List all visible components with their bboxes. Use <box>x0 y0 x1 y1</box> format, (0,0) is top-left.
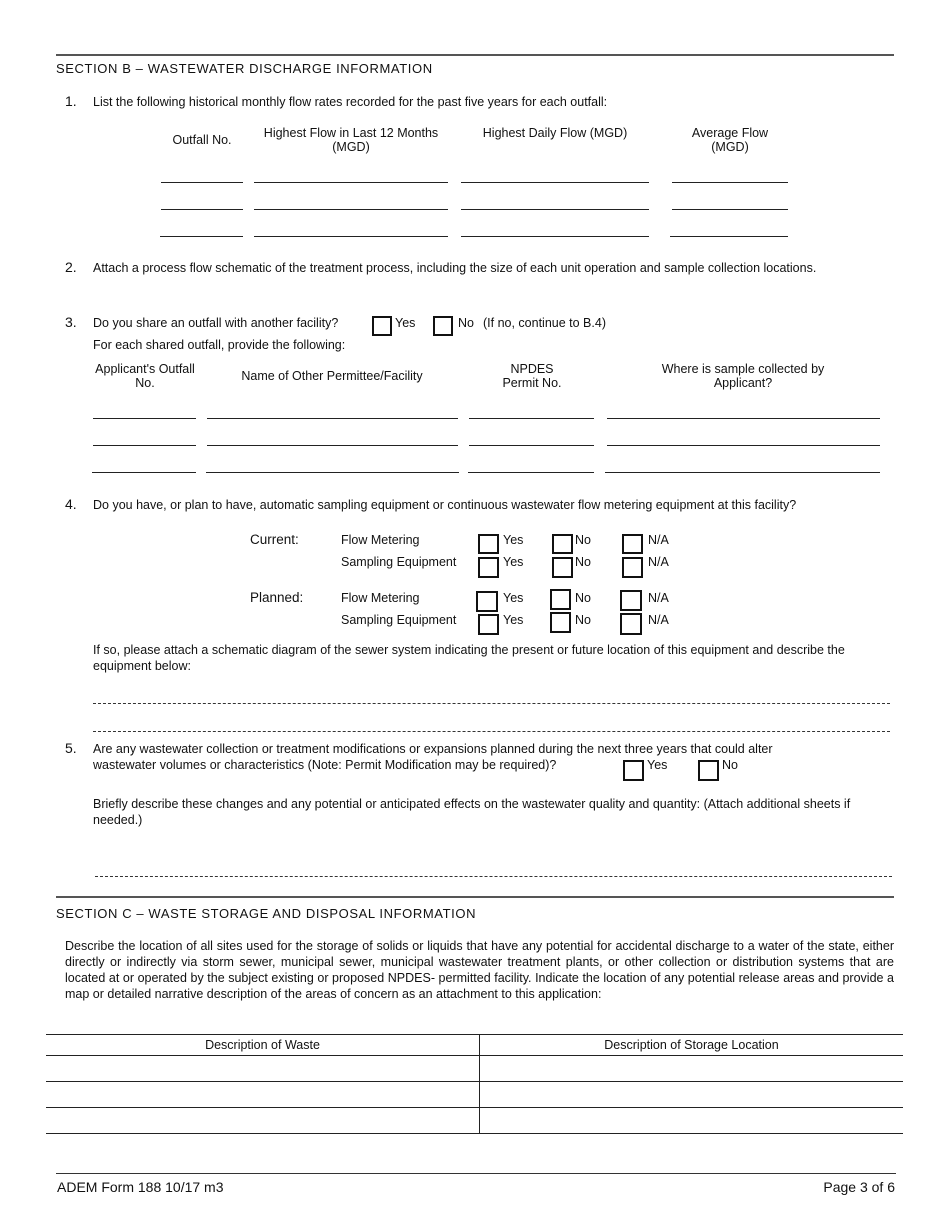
waste-description-cell[interactable] <box>46 1056 480 1082</box>
q1-r3-highest-daily[interactable] <box>461 236 649 237</box>
header-description-of-waste: Description of Waste <box>46 1035 480 1056</box>
q5-describe-text: Briefly describe these changes and any potential or anticipated effects on the wastewater quality and quantity: (Attach additional sheets if needed.) <box>93 797 851 827</box>
q5-description-line[interactable] <box>95 876 892 877</box>
q1-r3-average[interactable] <box>670 236 788 237</box>
footer-rule <box>56 1173 896 1174</box>
footer-form-id: ADEM Form 188 10/17 m3 <box>57 1179 224 1195</box>
q5-no-label: No <box>722 758 738 772</box>
q1-r2-average[interactable] <box>672 209 788 210</box>
q4-number: 4. <box>65 496 77 512</box>
q5-yes-checkbox[interactable] <box>623 760 644 781</box>
q1-r1-highest-daily[interactable] <box>461 182 649 183</box>
q4-planned-sampling-no-checkbox[interactable] <box>550 612 571 633</box>
storage-location-cell[interactable] <box>480 1108 904 1134</box>
q3-r1-sample[interactable] <box>607 418 880 419</box>
q1-number: 1. <box>65 93 77 109</box>
q4-current-sampling-na-label: N/A <box>648 555 669 569</box>
q4-current-flow-no-label: No <box>575 533 591 547</box>
q4-current-flow-no-checkbox[interactable] <box>552 534 573 554</box>
section-c-title: SECTION C – WASTE STORAGE AND DISPOSAL INFORMATION <box>56 906 477 921</box>
q3-no-checkbox[interactable] <box>433 316 453 336</box>
q3-r2-sample[interactable] <box>607 445 880 446</box>
q5-text-line-1: Are any wastewater collection or treatment modifications or expansions planned during the next three years that could alter <box>93 742 773 756</box>
section-c-paragraph: Describe the location of all sites used for the storage of solids or liquids that have any potential for accidental discharge to a water of the state, either directly or indirectly via storm sewer, municipal sewer, municipal wastewater treatment plants, or other collection or distribution systems that are located at or operated by the subject existing or proposed NPDES- permitted facility. Indicate the location of any potential release areas and provide a map or detailed narrative description of the areas of concern as an attachment to this application: <box>65 939 894 1001</box>
q4-planned-flow-yes-label: Yes <box>503 591 524 605</box>
q3-r1-permittee[interactable] <box>207 418 458 419</box>
q3-question: Do you share an outfall with another facility? <box>93 316 339 330</box>
header-description-of-storage-location: Description of Storage Location <box>480 1035 904 1056</box>
q1-r2-highest-12mo[interactable] <box>254 209 448 210</box>
q1-text: List the following historical monthly flow rates recorded for the past five years for each outfall: <box>93 95 608 109</box>
waste-storage-header-row <box>46 1035 903 1056</box>
q3-r1-npdes[interactable] <box>469 418 594 419</box>
q1-r1-outfall[interactable] <box>161 182 243 183</box>
q3-r3-npdes[interactable] <box>468 472 594 473</box>
q3-subtext: For each shared outfall, provide the following: <box>93 338 346 352</box>
q3-no-note: (If no, continue to B.4) <box>483 316 606 330</box>
q1-r2-outfall[interactable] <box>161 209 243 210</box>
q4-current-label: Current: <box>250 532 299 547</box>
storage-location-cell[interactable] <box>480 1082 904 1108</box>
table-row <box>46 1108 903 1134</box>
q4-planned-flow-no-label: No <box>575 591 591 605</box>
section-b-title: SECTION B – WASTEWATER DISCHARGE INFORMATION <box>56 61 433 76</box>
q4-planned-flow-yes-checkbox[interactable] <box>476 591 498 612</box>
q4-description-line-2[interactable] <box>93 731 890 732</box>
q3-r3-sample[interactable] <box>605 472 880 473</box>
footer-page-number: Page 3 of 6 <box>823 1179 895 1195</box>
q1-r3-outfall[interactable] <box>160 236 243 237</box>
q4-current-sampling-label: Sampling Equipment <box>341 555 457 569</box>
q4-current-flow-label: Flow Metering <box>341 533 420 547</box>
q4-planned-flow-label: Flow Metering <box>341 591 420 605</box>
section-b-top-rule <box>56 54 894 56</box>
q4-planned-label: Planned: <box>250 590 304 605</box>
q3-r2-permittee[interactable] <box>207 445 458 446</box>
q3-yes-checkbox[interactable] <box>372 316 392 336</box>
table-row <box>46 1082 903 1108</box>
q3-r3-outfall[interactable] <box>92 472 196 473</box>
q4-planned-sampling-na-label: N/A <box>648 613 669 627</box>
q3-number: 3. <box>65 314 77 330</box>
q4-followup-text: If so, please attach a schematic diagram of the sewer system indicating the present or future location of this equipment and describe the equipment below: <box>93 643 845 673</box>
waste-description-cell[interactable] <box>46 1082 480 1108</box>
q1-r1-highest-12mo[interactable] <box>254 182 448 183</box>
q1-r2-highest-daily[interactable] <box>461 209 649 210</box>
q4-current-flow-na-checkbox[interactable] <box>622 534 643 554</box>
q4-planned-flow-no-checkbox[interactable] <box>550 589 571 610</box>
q4-current-sampling-no-label: No <box>575 555 591 569</box>
q3-header-other-permittee: Name of Other Permittee/Facility <box>241 369 423 383</box>
q1-header-outfall: Outfall No. <box>172 133 232 147</box>
q5-number: 5. <box>65 740 77 756</box>
storage-location-cell[interactable] <box>480 1056 904 1082</box>
q1-r1-average[interactable] <box>672 182 788 183</box>
q3-header-applicant-outfall: Applicant's Outfall No. <box>95 362 195 390</box>
q4-planned-sampling-na-checkbox[interactable] <box>620 613 642 635</box>
q4-description-line-1[interactable] <box>93 703 890 704</box>
q4-current-sampling-yes-label: Yes <box>503 555 524 569</box>
q3-r2-outfall[interactable] <box>93 445 196 446</box>
q4-planned-flow-na-label: N/A <box>648 591 669 605</box>
q3-header-npdes: NPDES Permit No. <box>502 362 562 390</box>
q4-current-sampling-yes-checkbox[interactable] <box>478 557 499 578</box>
q4-planned-flow-na-checkbox[interactable] <box>620 590 642 611</box>
q3-yes-label: Yes <box>395 316 416 330</box>
q4-current-sampling-no-checkbox[interactable] <box>552 557 573 578</box>
q4-current-flow-yes-label: Yes <box>503 533 524 547</box>
q4-current-sampling-na-checkbox[interactable] <box>622 557 643 578</box>
q3-no-label: No <box>458 316 474 330</box>
q1-r3-highest-12mo[interactable] <box>254 236 448 237</box>
q1-header-average: Average Flow (MGD) <box>691 126 769 154</box>
waste-description-cell[interactable] <box>46 1108 480 1134</box>
q5-yes-label: Yes <box>647 758 668 772</box>
q4-planned-sampling-no-label: No <box>575 613 591 627</box>
q5-no-checkbox[interactable] <box>698 760 719 781</box>
q2-text: Attach a process flow schematic of the treatment process, including the size of each unit operation and sample collection locations. <box>93 261 817 275</box>
q4-planned-sampling-yes-checkbox[interactable] <box>478 614 499 635</box>
q4-current-flow-yes-checkbox[interactable] <box>478 534 499 554</box>
q1-header-highest-12mo: Highest Flow in Last 12 Months (MGD) <box>263 126 439 154</box>
q2-number: 2. <box>65 259 77 275</box>
table-row <box>46 1056 903 1082</box>
q4-current-flow-na-label: N/A <box>648 533 669 547</box>
waste-storage-table <box>46 1034 903 1134</box>
q5-text-line-2: wastewater volumes or characteristics (Note: Permit Modification may be required)? <box>93 758 557 772</box>
q4-text: Do you have, or plan to have, automatic sampling equipment or continuous wastewater flow metering equipment at this facility? <box>93 498 797 512</box>
q3-r2-npdes[interactable] <box>469 445 594 446</box>
q3-r3-permittee[interactable] <box>206 472 459 473</box>
q3-header-sample-location: Where is sample collected by Applicant? <box>661 362 825 390</box>
q3-r1-outfall[interactable] <box>93 418 196 419</box>
section-c-top-rule <box>56 896 894 898</box>
q1-header-highest-daily: Highest Daily Flow (MGD) <box>482 126 628 140</box>
q4-planned-sampling-yes-label: Yes <box>503 613 524 627</box>
q4-planned-sampling-label: Sampling Equipment <box>341 613 457 627</box>
